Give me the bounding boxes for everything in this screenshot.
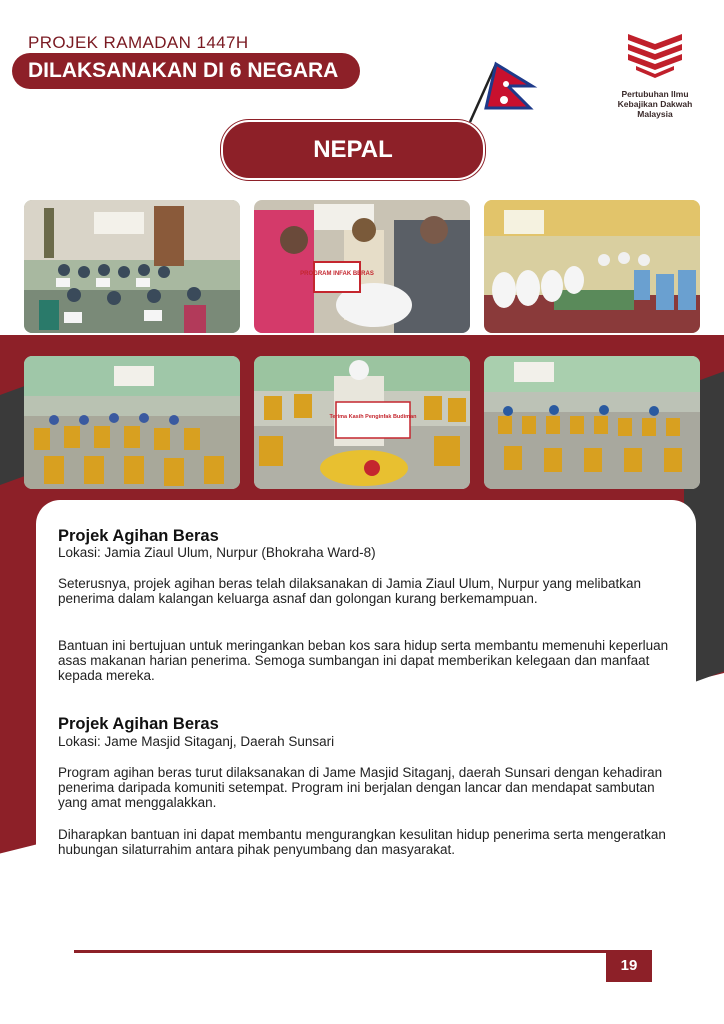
organization-logo	[612, 30, 698, 119]
section-1-title: Projek Agihan Beras	[58, 527, 219, 545]
header-subtitle: PROJEK RAMADAN 1447H	[28, 33, 249, 52]
section-2-paragraph-2: Diharapkan bantuan ini dapat membantu mengurangkan kesulitan hidup penerima serta mengeratkan hubungan silaturrahim antara pihak penyumbang dan masyarakat.	[58, 827, 666, 857]
country-title: NEPAL	[221, 120, 485, 180]
photo-5	[254, 356, 470, 489]
photo-5-sign-text: Terima Kasih Penginfak Budiman	[329, 414, 417, 420]
logo-mark-icon	[624, 30, 686, 80]
nepal-flag-icon	[466, 56, 546, 126]
footer-divider	[74, 950, 644, 953]
page-number: 19	[606, 950, 652, 982]
logo-text: Pertubuhan Ilmu Kebajikan Dakwah Malaysia	[617, 89, 693, 119]
photo-2-sign-text: PROGRAM INFAK BERAS	[300, 271, 374, 277]
section-1-paragraph-2: Bantuan ini bertujuan untuk meringankan beban kos sara hidup serta membantu memenuhi keperluan asas makanan harian penerima. Semoga sumbangan ini dapat memberikan kelegaan dan manfaat kepada mereka.	[58, 638, 669, 683]
section-1-location: Lokasi: Jamia Ziaul Ulum, Nurpur (Bhokraha Ward-8)	[58, 545, 376, 560]
photo-3	[484, 200, 700, 333]
photo-4	[24, 356, 240, 489]
section-1-paragraph-1: Seterusnya, projek agihan beras telah dilaksanakan di Jamia Ziaul Ulum, Nurpur yang melibatkan penerima dalam kalangan keluarga asnaf dan golongan kurang berkemampuan.	[58, 576, 642, 606]
header-title: DILAKSANAKAN DI 6 NEGARA	[12, 53, 360, 89]
section-2-title: Projek Agihan Beras	[58, 715, 219, 733]
photo-1	[24, 200, 240, 333]
section-2-paragraph-1: Program agihan beras turut dilaksanakan di Jame Masjid Sitaganj, daerah Sunsari dengan kehadiran penerima daripada komuniti setempat. Program ini berjalan dengan lancar dan mendapat sambutan yang amat menggalakkan.	[58, 765, 663, 810]
section-2-location: Lokasi: Jame Masjid Sitaganj, Daerah Sunsari	[58, 734, 335, 749]
photo-2	[254, 200, 470, 333]
photo-6	[484, 356, 700, 489]
